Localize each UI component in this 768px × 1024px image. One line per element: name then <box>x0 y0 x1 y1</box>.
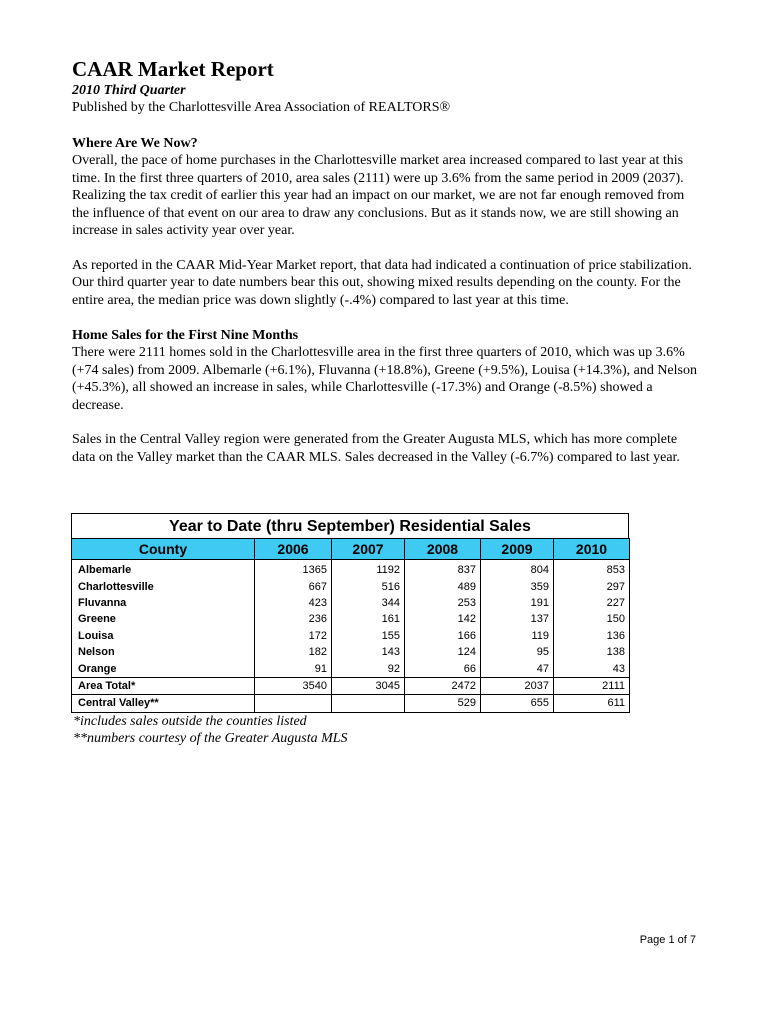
table-cell: 150 <box>554 611 630 627</box>
table-cell: 853 <box>554 560 630 579</box>
table-cell: 119 <box>481 628 554 644</box>
table-cell: Albemarle <box>72 560 255 579</box>
table-cell: 804 <box>481 560 554 579</box>
table-cell: 611 <box>554 695 630 712</box>
table-cell: 1365 <box>255 560 332 579</box>
table-cell: 155 <box>332 628 405 644</box>
table-cell: Orange <box>72 660 255 677</box>
table-cell: 423 <box>255 595 332 611</box>
where-paragraph-2: As reported in the CAAR Mid-Year Market report, that data had indicated a continuation of price stabilization. Our third quarter year to date numbers bear this out, showing mixed results depending on the county. For the entire area, the median price was down slightly (-.4%) compared to last year at this time. <box>72 257 692 308</box>
table-row <box>72 644 630 660</box>
table-cell: 66 <box>405 660 481 677</box>
table-cell: Louisa <box>72 628 255 644</box>
table-row <box>72 611 630 627</box>
table-row <box>72 560 630 579</box>
table-cell: 143 <box>332 644 405 660</box>
table-cell: 2111 <box>554 677 630 694</box>
table-cell: 227 <box>554 595 630 611</box>
table-cell <box>332 695 405 712</box>
table-row <box>72 660 630 677</box>
header-2006: 2006 <box>255 539 332 560</box>
table-cell: 43 <box>554 660 630 677</box>
page-body <box>72 56 702 466</box>
table-cell: 182 <box>255 644 332 660</box>
table-cell: 47 <box>481 660 554 677</box>
sales-paragraph-1: There were 2111 homes sold in the Charlottesville area in the first three quarters of 2010, which was up 3.6% (+74 sales) from 2009. Albemarle (+6.1%), Fluvanna (+18.8%), Greene (+9.5%), Louisa (+14.3%), and Nelson (+45.3%), all showed an increase in sales, while Charlottesville (-17.3%) and Orange (-8.5%) showed a decrease. <box>72 345 697 413</box>
where-heading: Where Are We Now? <box>72 136 198 151</box>
table-cell: 124 <box>405 644 481 660</box>
table-cell: 3540 <box>255 677 332 694</box>
table-cell: 92 <box>332 660 405 677</box>
table-cell: Area Total* <box>72 677 255 694</box>
table-cell: 837 <box>405 560 481 579</box>
table-cell: Fluvanna <box>72 595 255 611</box>
report-title: CAAR Market Report <box>72 57 274 81</box>
footnote-2: **numbers courtesy of the Greater Augusta MLS <box>73 731 348 746</box>
table-cell: 95 <box>481 644 554 660</box>
table-cell: 529 <box>405 695 481 712</box>
table-row <box>72 578 630 594</box>
table-cell: 3045 <box>332 677 405 694</box>
table-cell: 2472 <box>405 677 481 694</box>
table-cell: 667 <box>255 578 332 594</box>
header-2009: 2009 <box>481 539 554 560</box>
table-cell: 172 <box>255 628 332 644</box>
table-cell: 137 <box>481 611 554 627</box>
table-cell: 344 <box>332 595 405 611</box>
table-cell: 359 <box>481 578 554 594</box>
table-cell: 136 <box>554 628 630 644</box>
table-cell: 142 <box>405 611 481 627</box>
table-cell: 253 <box>405 595 481 611</box>
header-2010: 2010 <box>554 539 630 560</box>
table-body <box>72 560 630 678</box>
table-header-row <box>72 539 630 560</box>
table-cell: 655 <box>481 695 554 712</box>
table-cell: Charlottesville <box>72 578 255 594</box>
sales-paragraph-2: Sales in the Central Valley region were generated from the Greater Augusta MLS, which has more complete data on the Valley market than the CAAR MLS. Sales decreased in the Valley (-6.7%) compared to last year. <box>72 432 680 465</box>
table-cell: 91 <box>255 660 332 677</box>
table-row <box>72 628 630 644</box>
table-cell: 2037 <box>481 677 554 694</box>
table-cell: Greene <box>72 611 255 627</box>
table-title: Year to Date (thru September) Residential Sales <box>71 513 629 538</box>
table-cell: 489 <box>405 578 481 594</box>
publisher-line: Published by the Charlottesville Area Association of REALTORS® <box>72 100 451 115</box>
table-cell: 236 <box>255 611 332 627</box>
table-cell: 191 <box>481 595 554 611</box>
table-footnotes <box>73 713 348 747</box>
table-row <box>72 595 630 611</box>
report-subtitle: 2010 Third Quarter <box>72 83 186 98</box>
page-number: Page 1 of 7 <box>639 934 696 946</box>
table-cell: 1192 <box>332 560 405 579</box>
table-cell: Nelson <box>72 644 255 660</box>
table-cell: 297 <box>554 578 630 594</box>
table-cell: 166 <box>405 628 481 644</box>
sales-heading: Home Sales for the First Nine Months <box>72 328 299 343</box>
table-cell: Central Valley** <box>72 695 255 712</box>
table-cell: 161 <box>332 611 405 627</box>
header-2008: 2008 <box>405 539 481 560</box>
where-paragraph-1: Overall, the pace of home purchases in the Charlottesville market area increased compared to last year at this time. In the first three quarters of 2010, area sales (2111) were up 3.6% from the same period in 2009 (2037). Realizing the tax credit of earlier this year had an impact on our market, we are not far enough removed from the influence of that event on our area to draw any conclusions. But as it stands now, we are still showing an increase in sales activity year over year. <box>72 153 685 238</box>
table-cell: 138 <box>554 644 630 660</box>
table-cell <box>255 695 332 712</box>
header-2007: 2007 <box>332 539 405 560</box>
central-valley-row <box>72 695 630 712</box>
header-county: County <box>72 539 255 560</box>
sales-table <box>71 538 630 713</box>
table-cell: 516 <box>332 578 405 594</box>
area-total-row <box>72 677 630 694</box>
footnote-1: *includes sales outside the counties listed <box>73 714 307 729</box>
sales-table-container <box>71 513 629 713</box>
